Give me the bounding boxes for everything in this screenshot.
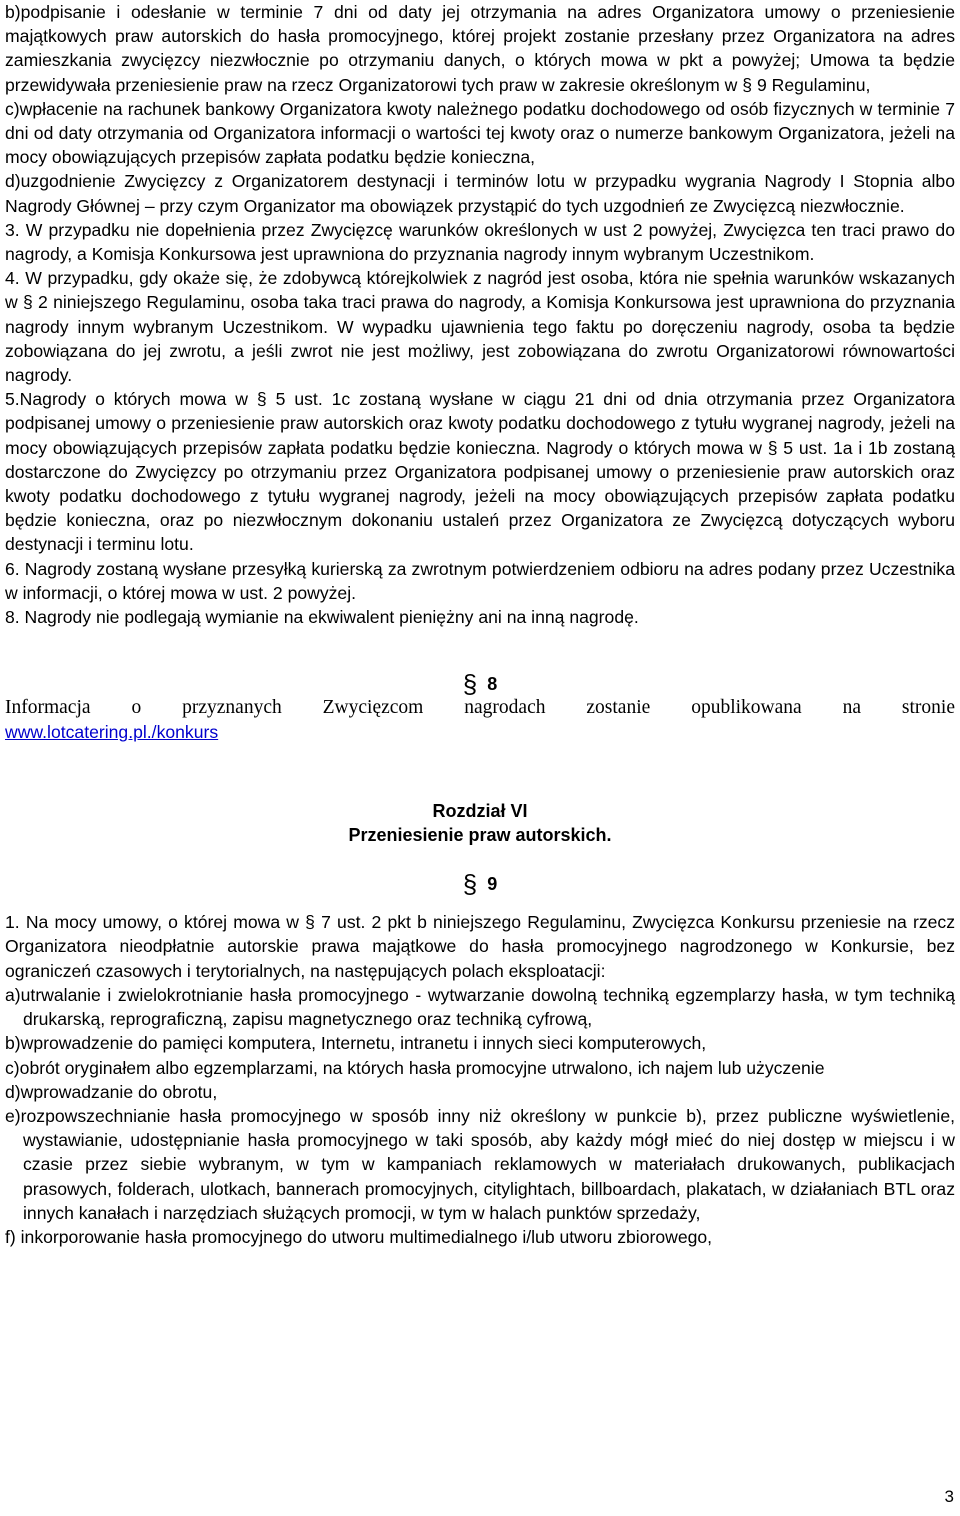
item-d: d)uzgodnienie Zwycięzcy z Organizatorem destynacji i terminów lotu w przypadku wygrania Nagrody I Stopnia albo Nagrody Głównej – przy czym Organizator ma obowiązek przystąpić do tych uzgodnień ze Zwycięzcą niezwłocznie. bbox=[5, 171, 955, 216]
section-heading bbox=[5, 669, 955, 700]
paragraph-8: 8. Nagrody nie podlegają wymianie na ekwiwalent pieniężny ani na inną nagrodę. bbox=[5, 607, 639, 628]
exploitation-item-e: e)rozpowszechnianie hasła promocyjnego w sposób inny niż określony w punkcie b), przez publiczne wyświetlenie, wystawianie, udostępnianie hasła promocyjnego w taki sposób, aby każdy mógł mieć do niej dostęp w miejscu i w czasie przez siebie wybranym, w tym w kampaniach reklamowych w materiałach drukowanych, publikacjach prasowych, folderach, ulotkach, bannerach promocyjnych, citylightach, billboardach, plakatach, w działaniach BTL oraz innych kanałach i narzędziach służących promocji, w tym w halach punktów sprzedaży, bbox=[5, 1105, 955, 1223]
paragraph-5: 5.Nagrody o których mowa w § 5 ust. 1c zostaną wysłane w ciągu 21 dni od dnia otrzymania przez Organizatora podpisanej umowy o przeniesienie praw autorskich oraz kwoty podatku dochodowego z tytułu wygranej nagrody, jeżeli na mocy obowiązujących przepisów zapłata podatku będzie konieczna. Nagrody o których mowa w § 5 ust. 1a i 1b zostaną dostarczone do Zwycięzcy po otrzymaniu przez Organizatora podpisanej umowy o przeniesienie praw autorskich oraz kwoty podatku dochodowego z tytułu wygranej nagrody, jeżeli na mocy obowiązujących przepisów zapłata podatku będzie konieczna, oraz po niezwłocznym dokonaniu ustaleń przez Organizatora ze Zwycięzcą dotyczących wyboru destynacji i terminu lotu. bbox=[5, 389, 955, 555]
section-number: 9 bbox=[487, 874, 498, 895]
section-8 bbox=[5, 669, 955, 744]
exploitation-item-b: b)wprowadzenie do pamięci komputera, Internetu, intranetu i innych sieci komputerowych, bbox=[5, 1033, 707, 1054]
chapter-title: Rozdział VI bbox=[432, 801, 528, 822]
exploitation-item-a: a)utrwalanie i zwielokrotnianie hasła promocyjnego - wytwarzanie dowolną techniką egzemplarzy hasła, w tym techniką drukarską, reprograficzną, zapisu magnetycznego oraz techniką cyfrową, bbox=[5, 984, 955, 1030]
page-number: 3 bbox=[944, 1487, 954, 1506]
document-page bbox=[5, 0, 955, 1249]
section-8-text: Informacja o przyznanych Zwycięzcom nagrodach zostanie opublikowana na stronie bbox=[5, 697, 955, 719]
exploitation-item-d: d)wprowadzanie do obrotu, bbox=[5, 1081, 218, 1102]
chapter-subtitle: Przeniesienie praw autorskich. bbox=[348, 825, 612, 846]
item-c: c)wpłacenie na rachunek bankowy Organizatora kwoty należnego podatku dochodowego od osób fizycznych w terminie 7 dni od daty otrzymania od Organizatora informacji o wartości tej kwoty oraz o numerze bankowym Organizatora, jeżeli na mocy obowiązujących przepisów zapłata podatku będzie konieczna, bbox=[5, 98, 955, 168]
section-9-intro: 1. Na mocy umowy, o której mowa w § 7 ust. 2 pkt b niniejszego Regulaminu, Zwycięzca Konkursu przeniesie na rzecz Organizatora nieodpłatnie autorskie prawa majątkowe do hasła promocyjnego nagrodzonego w Konkursie, bez ograniczeń czasowych i terytorialnych, na następujących polach eksploatacji: bbox=[5, 912, 955, 981]
paragraph-sign: § bbox=[462, 669, 478, 700]
section-heading bbox=[5, 869, 955, 900]
item-b: b)podpisanie i odesłanie w terminie 7 dni od daty jej otrzymania na adres Organizatora umowy o przeniesienie majątkowych praw autorskich do hasła promocyjnego, której projekt zostanie przesłany przez Organizatora na adres zamieszkania zwycięzcy niezwłocznie po otrzymaniu danych, o których mowa w pkt a powyżej; Umowa ta będzie przewidywała przeniesienie praw na rzecz Organizatorowi tych praw w zakresie określonym w § 9 Regulaminu, bbox=[5, 2, 955, 95]
exploitation-item-f: f) inkorporowanie hasła promocyjnego do utworu multimedialnego i/lub utworu zbiorowego, bbox=[5, 1226, 713, 1247]
section-9 bbox=[5, 869, 955, 1249]
section-number: 8 bbox=[487, 674, 498, 695]
contest-link[interactable]: www.lotcatering.pl./konkurs bbox=[5, 722, 219, 743]
paragraph-sign: § bbox=[462, 869, 478, 900]
paragraph-3: 3. W przypadku nie dopełnienia przez Zwycięzcę warunków określonych w ust 2 powyżej, Zwycięzca ten traci prawo do nagrody, a Komisja Konkursowa jest uprawniona do przyznania nagrody innym wybranym Uczestnikom. bbox=[5, 219, 955, 265]
paragraph-4: 4. W przypadku, gdy okaże się, że zdobywcą którejkolwiek z nagród jest osoba, która nie spełnia warunków wskazanych w § 2 niniejszego Regulaminu, osoba taka traci prawa do nagrody, a Komisja Konkursowa jest uprawniona do przyznania nagrody innym wybranym Uczestnikom. W wypadku ujawnienia tego faktu po doręczeniu nagrody, osoba ta będzie zobowiązana do jej zwrotu, a jeśli zwrot nie jest możliwy, jest zobowiązana do zwrotu Organizatorowi równowartości nagrody. bbox=[5, 268, 955, 386]
exploitation-item-c: c)obrót oryginałem albo egzemplarzami, na których hasła promocyjne utrwalono, ich najem lub użyczenie bbox=[5, 1057, 825, 1078]
chapter-heading bbox=[5, 799, 955, 847]
section-7-continuation bbox=[5, 0, 955, 629]
paragraph-6: 6. Nagrody zostaną wysłane przesyłką kurierską za zwrotnym potwierdzeniem odbioru na adres podany przez Uczestnika w informacji, o której mowa w ust. 2 powyżej. bbox=[5, 558, 955, 603]
